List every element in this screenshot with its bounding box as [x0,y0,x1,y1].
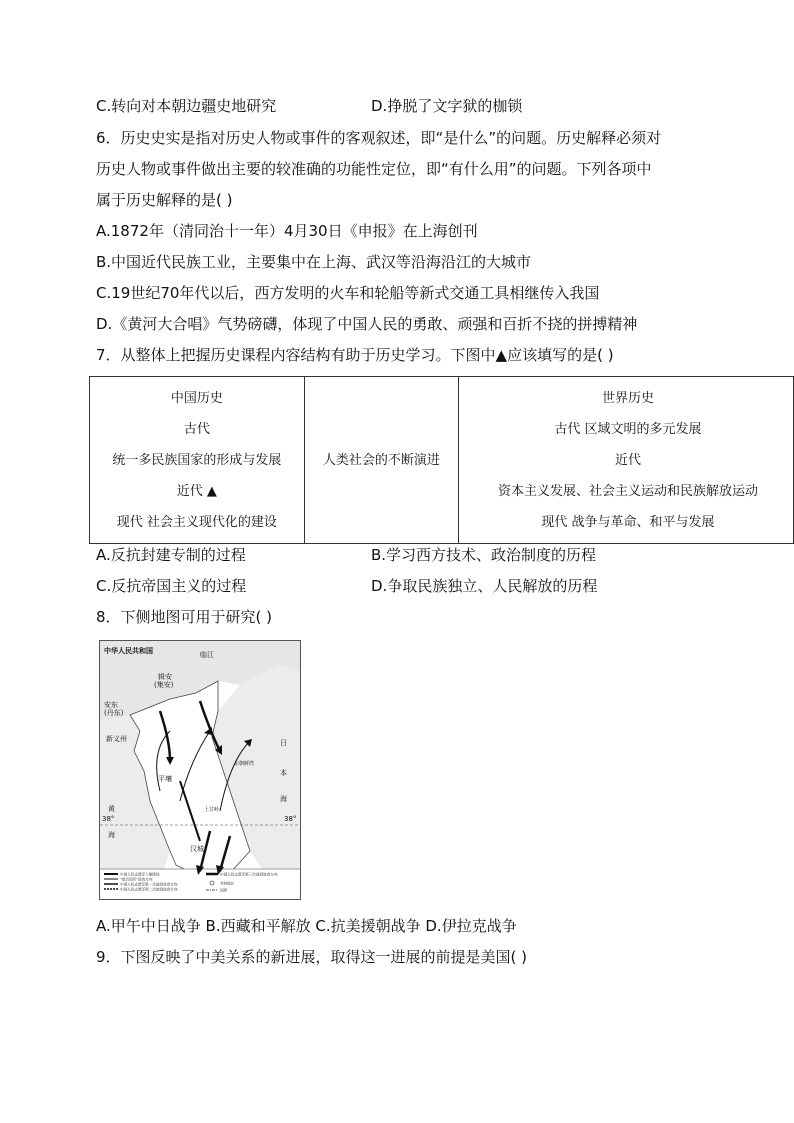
china-history-cell [90,377,305,544]
map-legend-entry: 中国人民志愿军入朝路线 [120,872,160,877]
china-modern-blank: 近代 ▲ [176,483,217,499]
middle-text: 人类社会的不断演进 [322,452,440,468]
q6-option-a: A.1872年（清同治十一年）4月30日《申报》在上海创刊 [96,222,478,240]
china-history-heading: 中国历史 [170,390,223,406]
map-label-38-left: 38° [102,815,115,823]
map-label-ri: 日 [280,739,287,747]
map-label-jian-alt: (集安) [154,681,174,689]
q7-structure-table [89,376,794,544]
map-label-pyongyang: 平壤 [158,775,172,783]
map-label-hai-west: 海 [108,831,115,839]
q6-stem-line3: 属于历史解释的是( ) [96,191,233,209]
map-label-38-right: 38° [284,815,297,823]
map-label-jian: 辑安 [158,673,172,681]
map-label-seoul: 汉城 [190,845,204,853]
world-history-cell [459,377,794,544]
world-modern-theme: 资本主义发展、社会主义运动和民族解放运动 [497,483,758,499]
q6-stem-line1: 6．历史史实是指对历史人物或事件的客观叙述，即“是什么”的问题。历史解释必须对 [96,129,662,147]
world-history-heading: 世界历史 [601,390,654,406]
q5-option-c: C.转向对本朝边疆史地研究 [96,97,277,115]
map-legend-standoff: 对峙地区 [220,881,235,886]
q9-stem: 9．下图反映了中美关系的新进展，取得这一进展的前提是美国( ) [96,948,528,966]
china-ancient: 古代 [183,421,210,437]
q6-option-c: C.19世纪70年代以后，西方发明的火车和轮船等新式交通工具相继传入我国 [96,284,600,302]
q6-option-d: D.《黄河大合唱》气势磅礴，体现了中国人民的勇敢、顽强和百折不挠的拼搏精神 [96,315,638,333]
q8-options: A.甲午中日战争 B.西藏和平解放 C.抗美援朝战争 D.伊拉克战争 [96,917,517,935]
map-legend-first: 中国人民志愿军第一次战役进攻方向 [120,882,178,887]
middle-cell [304,377,458,544]
map-label-ben: 本 [280,769,287,777]
world-contemporary: 现代 战争与革命、和平与发展 [541,514,715,530]
q7-option-b: B.学习西方技术、政治制度的历程 [371,546,597,564]
world-modern: 近代 [614,452,641,468]
korean-war-map [99,640,301,900]
q7-stem: 7．从整体上把握历史课程内容结构有助于历史学习。下图中▲应该填写的是( ) [96,346,614,364]
map-label-huang: 黄 [108,805,115,813]
map-label-linjiang: 临江 [200,651,214,659]
q6-stem-line2: 历史人物或事件做出主要的较准确的功能性定位，即“有什么用”的问题。下列各项中 [96,160,652,178]
q5-option-d: D.挣脱了文字狱的枷锁 [371,97,523,115]
china-contemporary: 现代 社会主义现代化的建设 [116,514,277,530]
china-ancient-theme: 统一多民族国家的形成与发展 [112,452,282,468]
map-label-east-korea-bay: 东朝鲜湾 [234,761,255,767]
map-legend-third: 中国人民志愿军第三次战役进攻方向 [220,872,278,877]
world-ancient: 古代 区域文明的多元发展 [554,421,702,437]
map-label-andong: 安东 [104,701,118,709]
map-legend-second: 中国人民志愿军第二次战役进攻方向 [120,887,178,892]
q7-option-c: C.反抗帝国主义的过程 [96,577,247,595]
map-label-shangganling: 上甘岭 [204,807,220,813]
map-label-sinuiju: 新义州 [106,735,127,743]
q7-option-d: D.争取民族独立、人民解放的历程 [371,577,598,595]
q8-stem: 8．下侧地图可用于研究( ) [96,608,273,626]
map-legend-border: 国界 [220,888,228,893]
map-title: 中华人民共和国 [104,647,153,655]
q7-option-a: A.反抗封建专制的过程 [96,546,246,564]
q6-option-b: B.中国近代民族工业，主要集中在上海、武汉等沿海沿江的大城市 [96,253,532,271]
map-label-dandong: (丹东) [104,709,124,717]
map-label-hai-east: 海 [280,795,287,803]
map-legend-un: “联合国军”进攻方向 [120,877,153,882]
